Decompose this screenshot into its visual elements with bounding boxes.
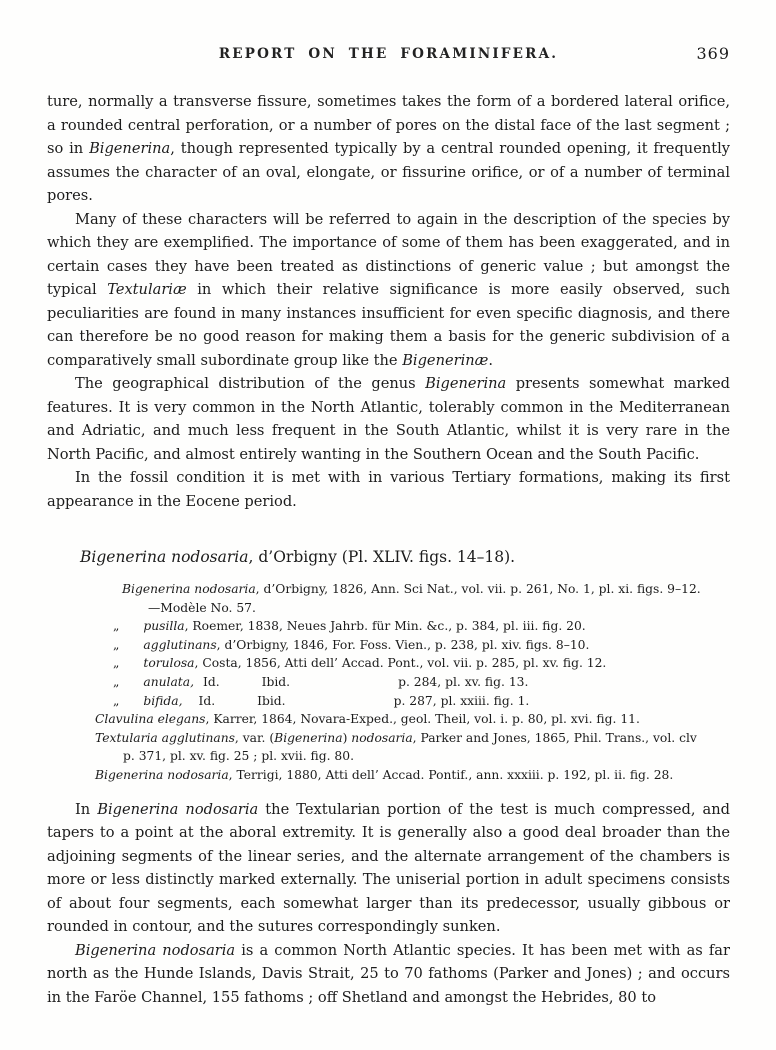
paragraph-characters: Many of these characters will be referred to again in the description of the species by which they are exemplified. The importance of some of them has been exaggerated, and in certain cases they have been treated as distinctions of generic value ; but amongst the typical Textulariæ in which their relative significance is more easily observed, such peculiarities are found in many instances insufficient for even specific diagnosis, and there can therefore be no good reason for making them a basis for the generic subdivision of a comparatively small subordinate group like the Bigenerinæ. <box>47 210 730 369</box>
paragraph-distribution: The geographical distribution of the genus Bigenerina presents somewhat marked features. It is very common in the North Atlantic, tolerably common in the Mediterranean and Adriatic, and much less frequent in the South Atlantic, whilst it is very rare in the North Pacific, and almost entirely wanting in the Southern Ocean and the South Pacific. <box>47 375 731 463</box>
synonymy-entry: Textularia agglutinans, var. (Bigenerina) nodosaria, Parker and Jones, 1865, Phil. Trans., vol. clv <box>95 730 697 745</box>
synonymy-entry-continuation: —Modèle No. 57. <box>148 600 256 615</box>
running-title: REPORT ON THE FORAMINIFERA. <box>218 46 559 62</box>
page-number: 369 <box>696 44 730 63</box>
synonymy-list <box>47 580 730 785</box>
paragraph-description: In Bigenerina nodosaria the Textularian portion of the test is much compressed, and tapers to a point at the aboral extremity. It is generally also a good deal broader than the adjoining segments of the linear series, and the alternate arrangement of the chambers is more or less distinctly marked externally. The uniserial portion in adult specimens consists of about four segments, each somewhat larger than its predecessor, usually gibbous or rounded in contour, and the sutures correspondingly sunken. <box>47 800 730 936</box>
species-heading: Bigenerina nodosaria, d’Orbigny (Pl. XLIV. figs. 14–18). <box>80 548 516 566</box>
synonymy-entry: „ pusilla, Roemer, 1838, Neues Jahrb. für Min. &c., p. 384, pl. iii. fig. 20. <box>113 619 586 634</box>
synonymy-entry: „ agglutinans, d’Orbigny, 1846, For. Foss. Vien., p. 238, pl. xiv. figs. 8–10. <box>113 637 590 652</box>
paragraph-occurrence: Bigenerina nodosaria is a common North Atlantic species. It has been met with as far north as the Hunde Islands, Davis Strait, 25 to 70 fathoms (Parker and Jones) ; and occurs in the Faröe Channel, 155 fathoms ; off Shetland and amongst the Hebrides, 80 to <box>47 941 730 1006</box>
synonymy-entry: „ bifida, Id. Ibid. p. 287, pl. xxiii. fig. 1. <box>113 693 530 708</box>
paragraph-continuation: ture, normally a transverse fissure, sometimes takes the form of a bordered lateral orifice, a rounded central perforation, or a number of pores on the distal face of the last segment ; so in Bigenerina, though represented typically by a central rounded opening, it frequently assumes the character of an oval, elongate, or fissurine orifice, or of a number of terminal pores. <box>47 93 731 204</box>
synonymy-entry: „ torulosa, Costa, 1856, Atti dell’ Accad. Pont., vol. vii. p. 285, pl. xv. fig. 12. <box>113 656 607 671</box>
synonymy-entry: Bigenerina nodosaria, d’Orbigny, 1826, Ann. Sci Nat., vol. vii. p. 261, No. 1, pl. xi. figs. 9–12. <box>122 582 701 596</box>
page-header <box>47 46 730 66</box>
synonymy-entry: „ anulata, Id. Ibid. p. 284, pl. xv. fig. 13. <box>113 674 529 689</box>
synonymy-entry-continuation: p. 371, pl. xv. fig. 25 ; pl. xvii. fig. 80. <box>123 749 354 764</box>
synonymy-entry: Bigenerina nodosaria, Terrigi, 1880, Atti dell’ Accad. Pontif., ann. xxxiii. p. 192, pl. ii. fig. 28. <box>95 767 674 782</box>
paragraph-fossil: In the fossil condition it is met with in various Tertiary formations, making its first appearance in the Eocene period. <box>47 469 730 510</box>
synonymy-entry: Clavulina elegans, Karrer, 1864, Novara-Exped., geol. Theil, vol. i. p. 80, pl. xvi. fig. 11. <box>95 712 640 727</box>
